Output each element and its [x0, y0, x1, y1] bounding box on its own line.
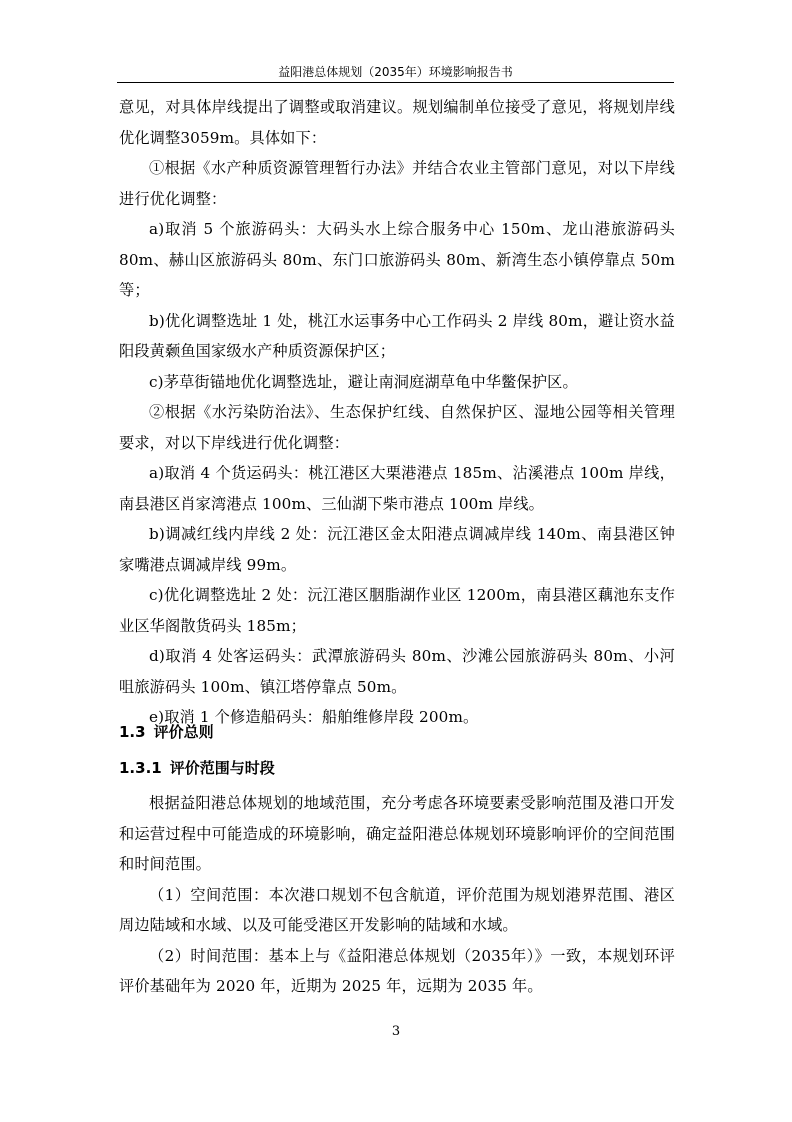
section-heading-1-3-1 [119, 756, 275, 780]
paragraph: c)优化调整选址 2 处：沅江港区胭脂湖作业区 1200m，南县港区藕池东支作业区华阁散货码头 185m； [119, 586, 675, 635]
paragraph: （1）空间范围：本次港口规划不包含航道，评价范围为规划港界范围、港区周边陆域和水域、以及可能受港区开发影响的陆域和水域。 [119, 885, 675, 934]
paragraph: ②根据《水污染防治法》、生态保护红线、自然保护区、湿地公园等相关管理要求，对以下岸线进行优化调整： [119, 403, 675, 452]
paragraph: a)取消 4 个货运码头：桃江港区大栗港港点 185m、沾溪港点 100m 岸线，南县港区肖家湾港点 100m、三仙湖下柴市港点 100m 岸线。 [119, 464, 675, 513]
body-section-1 [119, 92, 675, 733]
paragraph: e)取消 1 个修造船码头：船舶维修岸段 200m。 [149, 708, 479, 726]
paragraph: ①根据《水产种质资源管理暂行办法》并结合农业主管部门意见，对以下岸线进行优化调整： [119, 159, 675, 208]
section-title: 评价总则 [153, 723, 214, 741]
paragraph: d)取消 4 处客运码头：武潭旅游码头 80m、沙滩公园旅游码头 80m、小河咀旅游码头 100m、镇江塔停靠点 50m。 [119, 647, 675, 696]
paragraph: b)调减红线内岸线 2 处：沅江港区金太阳港点调减岸线 140m、南县港区钟家嘴港点调减岸线 99m。 [119, 525, 675, 574]
paragraph: b)优化调整选址 1 处，桃江水运事务中心工作码头 2 岸线 80m，避让资水益阳段黄颡鱼国家级水产种质资源保护区； [119, 311, 675, 360]
section-title: 评价范围与时段 [169, 759, 275, 777]
section-heading-1-3 [119, 720, 214, 744]
page-number: 3 [391, 1024, 401, 1039]
body-section-2 [119, 788, 675, 1002]
paragraph: c)茅草街锚地优化调整选址，避让南洞庭湖草龟中华鳖保护区。 [149, 372, 578, 391]
paragraph: （2）时间范围：基本上与《益阳港总体规划（2035年）》一致，本规划环评评价基础年为 2020 年，近期为 2025 年，远期为 2035 年。 [119, 946, 675, 995]
section-number: 1.3 [119, 723, 146, 741]
section-number: 1.3.1 [119, 759, 162, 777]
paragraph: 意见，对具体岸线提出了调整或取消建议。规划编制单位接受了意见，将规划岸线优化调整3059m。具体如下： [119, 98, 675, 147]
header-title: 益阳港总体规划（2035年）环境影响报告书 [278, 65, 513, 79]
paragraph: 根据益阳港总体规划的地域范围，充分考虑各环境要素受影响范围及港口开发和运营过程中可能造成的环境影响，确定益阳港总体规划环境影响评价的空间范围和时间范围。 [119, 794, 675, 873]
paragraph: a)取消 5 个旅游码头：大码头水上综合服务中心 150m、龙山港旅游码头 80m、赫山区旅游码头 80m、东门口旅游码头 80m、新湾生态小镇停靠点 50m 等； [119, 220, 675, 299]
page-header [117, 62, 674, 83]
